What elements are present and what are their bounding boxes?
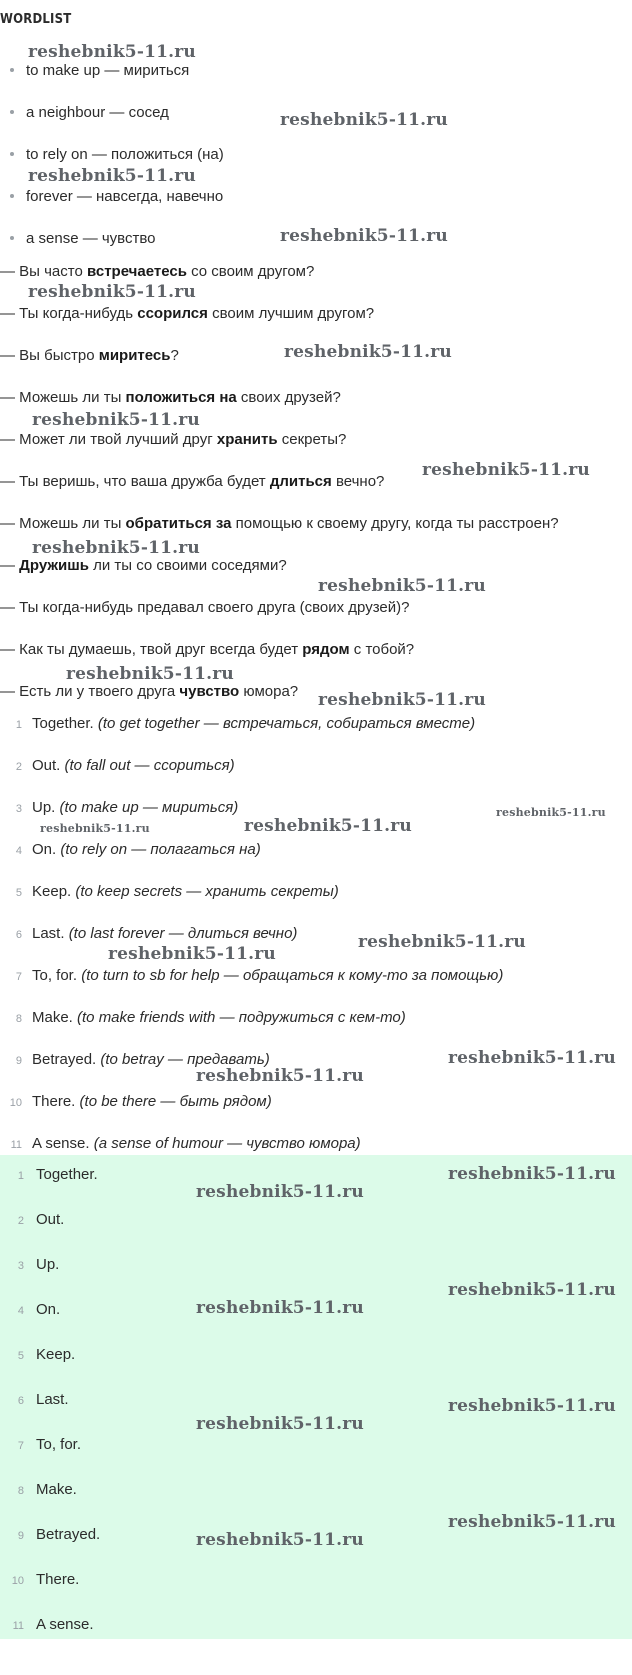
key-row: 11 A sense. <box>12 1616 94 1633</box>
watermark: reshebnik5-11.ru <box>196 1182 364 1202</box>
key-row: 5 Keep. <box>17 1346 76 1363</box>
answer-row: 4 On. (to rely on — полагаться на) <box>15 841 261 858</box>
key-row: 4 On. <box>17 1301 61 1318</box>
question: — Как ты думаешь, твой друг всегда будет рядом с тобой? <box>0 641 415 658</box>
answer-row: 5 Keep. (to keep secrets — хранить секреты) <box>15 883 339 900</box>
watermark: reshebnik5-11.ru <box>32 538 200 558</box>
bullet-icon <box>10 236 14 240</box>
question: — Можешь ли ты обратиться за помощью к своему другу, когда ты расстроен? <box>0 515 559 532</box>
key-row: 3 Up. <box>17 1256 60 1273</box>
answer-row: 11 A sense. (a sense of humour — чувство юмора) <box>10 1135 361 1152</box>
answer-row: 1 Together. (to get together — встречаться, собираться вместе) <box>15 715 476 732</box>
wordlist-item: a sense — чувство <box>10 229 156 249</box>
answer-row: 7 To, for. (to turn to sb for help — обращаться к кому-то за помощью) <box>15 967 504 984</box>
watermark: reshebnik5-11.ru <box>358 932 526 952</box>
watermark: reshebnik5-11.ru <box>108 944 276 964</box>
wordlist-item: forever — навсегда, навечно <box>10 187 223 207</box>
watermark: reshebnik5-11.ru <box>196 1298 364 1318</box>
watermark: reshebnik5-11.ru <box>66 664 234 684</box>
watermark: reshebnik5-11.ru <box>28 166 196 186</box>
bullet-icon <box>10 194 14 198</box>
key-row: 1 Together. <box>17 1166 98 1183</box>
question: — Есть ли у твоего друга чувство юмора? <box>0 683 299 700</box>
key-row: 8 Make. <box>17 1481 77 1498</box>
watermark: reshebnik5-11.ru <box>244 816 412 836</box>
answer-row: 8 Make. (to make friends with — подружиться с кем-то) <box>15 1009 406 1026</box>
watermark: reshebnik5-11.ru <box>448 1512 616 1532</box>
wordlist-item: to rely on — положиться (на) <box>10 145 224 165</box>
question: — Вы часто встречаетесь со своим другом? <box>0 263 315 280</box>
watermark: reshebnik5-11.ru <box>196 1066 364 1086</box>
bullet-icon <box>10 68 14 72</box>
watermark: reshebnik5-11.ru <box>318 576 486 596</box>
question: — Вы быстро миритесь? <box>0 347 179 364</box>
wordlist-heading: WORDLIST <box>0 12 72 27</box>
watermark: reshebnik5-11.ru <box>422 460 590 480</box>
watermark: reshebnik5-11.ru <box>448 1280 616 1300</box>
answer-row: 9 Betrayed. (to betray — предавать) <box>15 1051 270 1068</box>
answer-row: 6 Last. (to last forever — длиться вечно) <box>15 925 298 942</box>
watermark: reshebnik5-11.ru <box>32 410 200 430</box>
answer-row: 3 Up. (to make up — мириться) <box>15 799 239 816</box>
question: — Можешь ли ты положиться на своих друзей? <box>0 389 341 406</box>
question: — Ты когда-нибудь предавал своего друга (своих друзей)? <box>0 599 410 616</box>
bullet-icon <box>10 110 14 114</box>
question: — Ты когда-нибудь ссорился своим лучшим другом? <box>0 305 375 322</box>
key-row: 10 There. <box>11 1571 80 1588</box>
watermark: reshebnik5-11.ru <box>196 1530 364 1550</box>
key-row: 2 Out. <box>17 1211 65 1228</box>
watermark: reshebnik5-11.ru <box>28 282 196 302</box>
wordlist-item: to make up — мириться <box>10 61 189 81</box>
answer-row: 10 There. (to be there — быть рядом) <box>9 1093 272 1110</box>
watermark: reshebnik5-11.ru <box>448 1396 616 1416</box>
watermark: reshebnik5-11.ru <box>280 110 448 130</box>
bullet-icon <box>10 152 14 156</box>
watermark: reshebnik5-11.ru <box>448 1164 616 1184</box>
question: — Ты веришь, что ваша дружба будет длиться вечно? <box>0 473 385 490</box>
key-row: 9 Betrayed. <box>17 1526 101 1543</box>
watermark: reshebnik5-11.ru <box>496 806 606 819</box>
key-row: 7 To, for. <box>17 1436 82 1453</box>
question: — Может ли твой лучший друг хранить секреты? <box>0 431 347 448</box>
watermark: reshebnik5-11.ru <box>318 690 486 710</box>
watermark: reshebnik5-11.ru <box>40 822 150 835</box>
wordlist-item: a neighbour — сосед <box>10 103 169 123</box>
watermark: reshebnik5-11.ru <box>284 342 452 362</box>
watermark: reshebnik5-11.ru <box>280 226 448 246</box>
watermark: reshebnik5-11.ru <box>28 42 196 62</box>
watermark: reshebnik5-11.ru <box>196 1414 364 1434</box>
key-row: 6 Last. <box>17 1391 69 1408</box>
answer-row: 2 Out. (to fall out — ссориться) <box>15 757 235 774</box>
question: — Дружишь ли ты со своими соседями? <box>0 557 287 574</box>
watermark: reshebnik5-11.ru <box>448 1048 616 1068</box>
